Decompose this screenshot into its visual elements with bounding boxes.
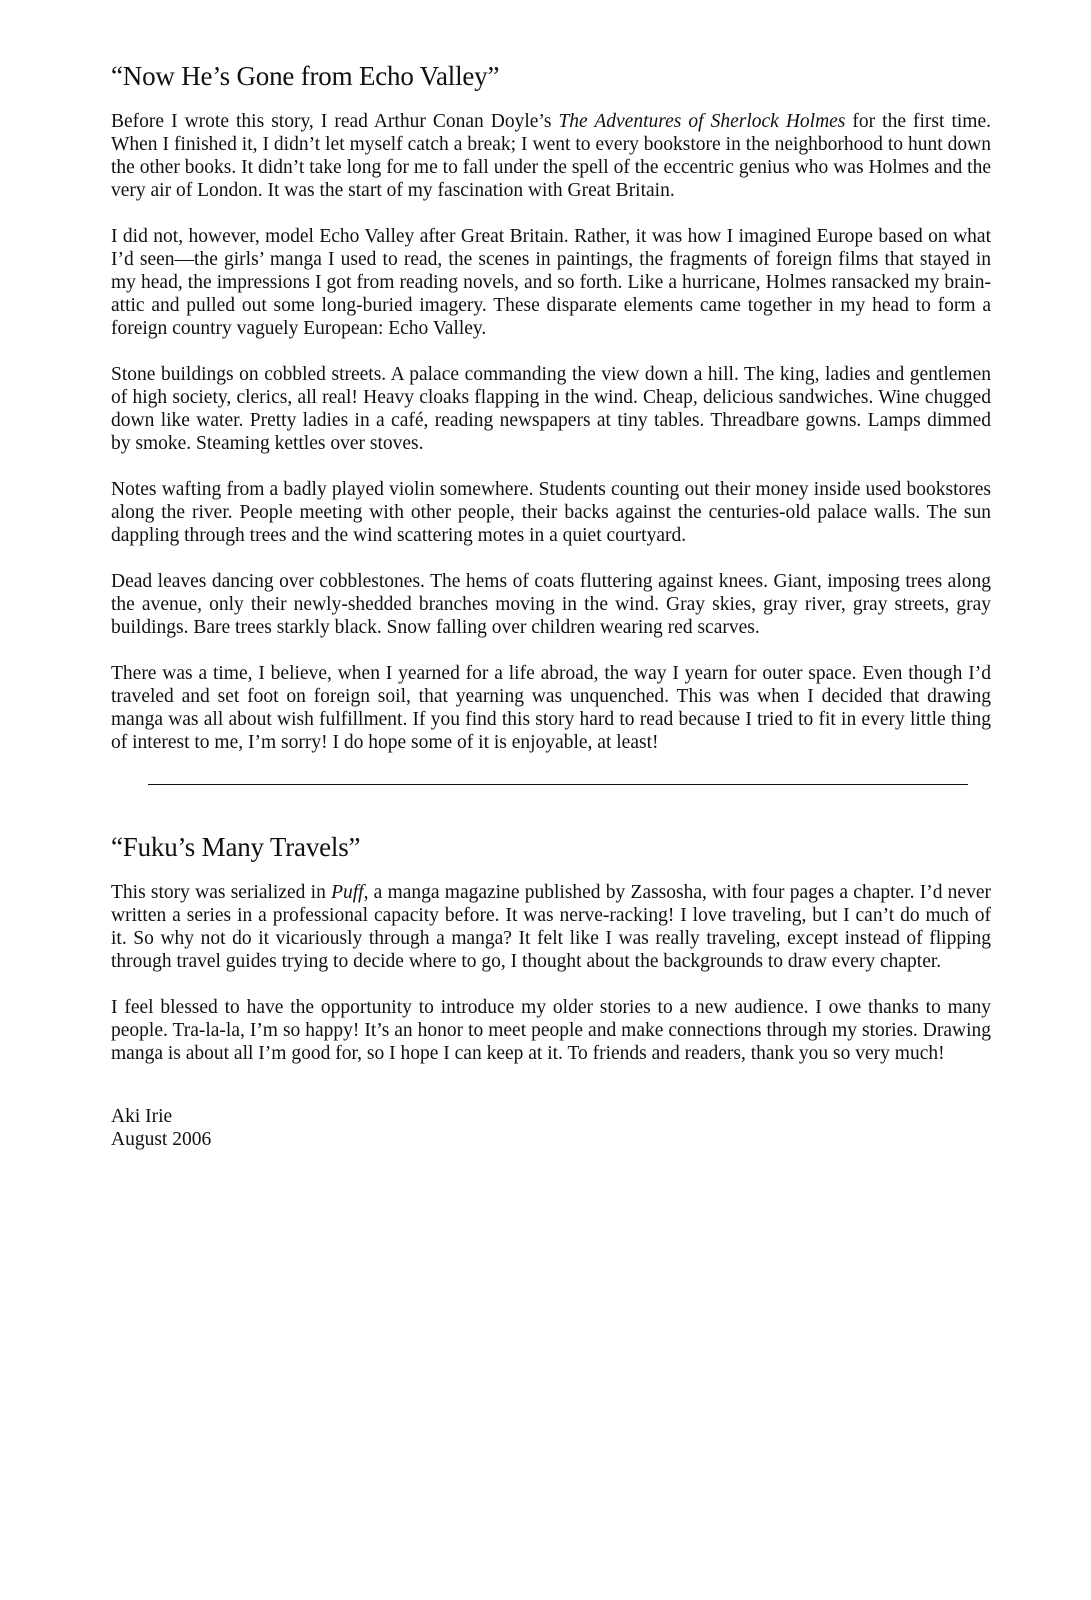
paragraph-stone-buildings: Stone buildings on cobbled streets. A palace commanding the view down a hill. The king, ladies and gentlemen of high society, clerics, all real! Heavy cloaks flapping in the wind. Cheap, delicious sandwiches. Wine chugged down like water. Pretty ladies in a café, reading newspapers at tiny tables. Threadbare gowns. Lamps dimmed by smoke. Steaming kettles over stoves. — [111, 364, 991, 454]
section-title-fuku: “Fuku’s Many Travels” — [111, 832, 361, 862]
section-fuku-travels — [111, 831, 991, 1065]
paragraph-serialized — [111, 881, 991, 973]
paragraph-text: Before I wrote this story, I read Arthur Conan Doyle’s — [111, 111, 559, 132]
paragraph-text: , a manga magazine published by Zassosha, with four pages a chapter. I’d never written a series in a professional capacity before. It was nerve-racking! I love traveling, but I can’t do much of it. So why not do it vicariously through a manga? It felt like I was really traveling, except instead of flipping through travel guides trying to decide where to go, I thought about the backgrounds to draw every chapter. — [111, 882, 991, 972]
section-echo-valley — [111, 60, 991, 754]
paragraph-text: for the first time. When I finished it, I didn’t let myself catch a break; I went to every bookstore in the neighborhood to hunt down the other books. It didn’t take long for me to fall under the spell of the eccentric genius who was Holmes and the very air of London. It was the start of my fascination with Great Britain. — [111, 111, 991, 201]
book-title: The Adventures of Sherlock Holmes — [558, 111, 846, 132]
section-title-echo-valley: “Now He’s Gone from Echo Valley” — [111, 61, 500, 91]
afterword-page — [111, 60, 991, 1151]
paragraph-violin: Notes wafting from a badly played violin somewhere. Students counting out their money inside used bookstores along the river. People meeting with other people, their backs against the centuries-old palace walls. The sun dappling through trees and the wind scattering motes in a quiet courtyard. — [111, 479, 991, 546]
magazine-title: Puff — [331, 882, 364, 903]
signature-date: August 2006 — [111, 1129, 212, 1150]
section-divider — [148, 784, 968, 785]
paragraph-sherlock — [111, 110, 991, 202]
paragraph-text: This story was serialized in — [111, 882, 332, 903]
paragraph-dead-leaves: Dead leaves dancing over cobblestones. The hems of coats fluttering against knees. Giant, imposing trees along the avenue, only their newly-shedded branches moving in the wind. Gray skies, gray river, gray streets, gray buildings. Bare trees starkly black. Snow falling over children wearing red scarves. — [111, 571, 991, 638]
author-name: Aki Irie — [111, 1106, 173, 1127]
paragraph-yearning: There was a time, I believe, when I yearned for a life abroad, the way I yearn for outer space. Even though I’d traveled and set foot on foreign soil, that yearning was unquenched. This was when I decided that drawing manga was all about wish fulfillment. If you find this story hard to read because I tried to fit in every little thing of interest to me, I’m sorry! I do hope some of it is enjoyable, at least! — [111, 663, 991, 753]
paragraph-thanks: I feel blessed to have the opportunity to introduce my older stories to a new audience. I owe thanks to many people. Tra-la-la, I’m so happy! It’s an honor to meet people and make connections through my stories. Drawing manga is about all I’m good for, so I hope I can keep at it. To friends and readers, thank you so very much! — [111, 997, 991, 1064]
signature-block — [111, 1105, 991, 1151]
paragraph-europe: I did not, however, model Echo Valley after Great Britain. Rather, it was how I imagined Europe based on what I’d seen—the girls’ manga I used to read, the scenes in paintings, the fragments of foreign films that stayed in my head, the impressions I got from reading novels, and so forth. Like a hurricane, Holmes ransacked my brain-attic and pulled out some long-buried imagery. These disparate elements came together in my head to form a foreign country vaguely European: Echo Valley. — [111, 226, 991, 339]
